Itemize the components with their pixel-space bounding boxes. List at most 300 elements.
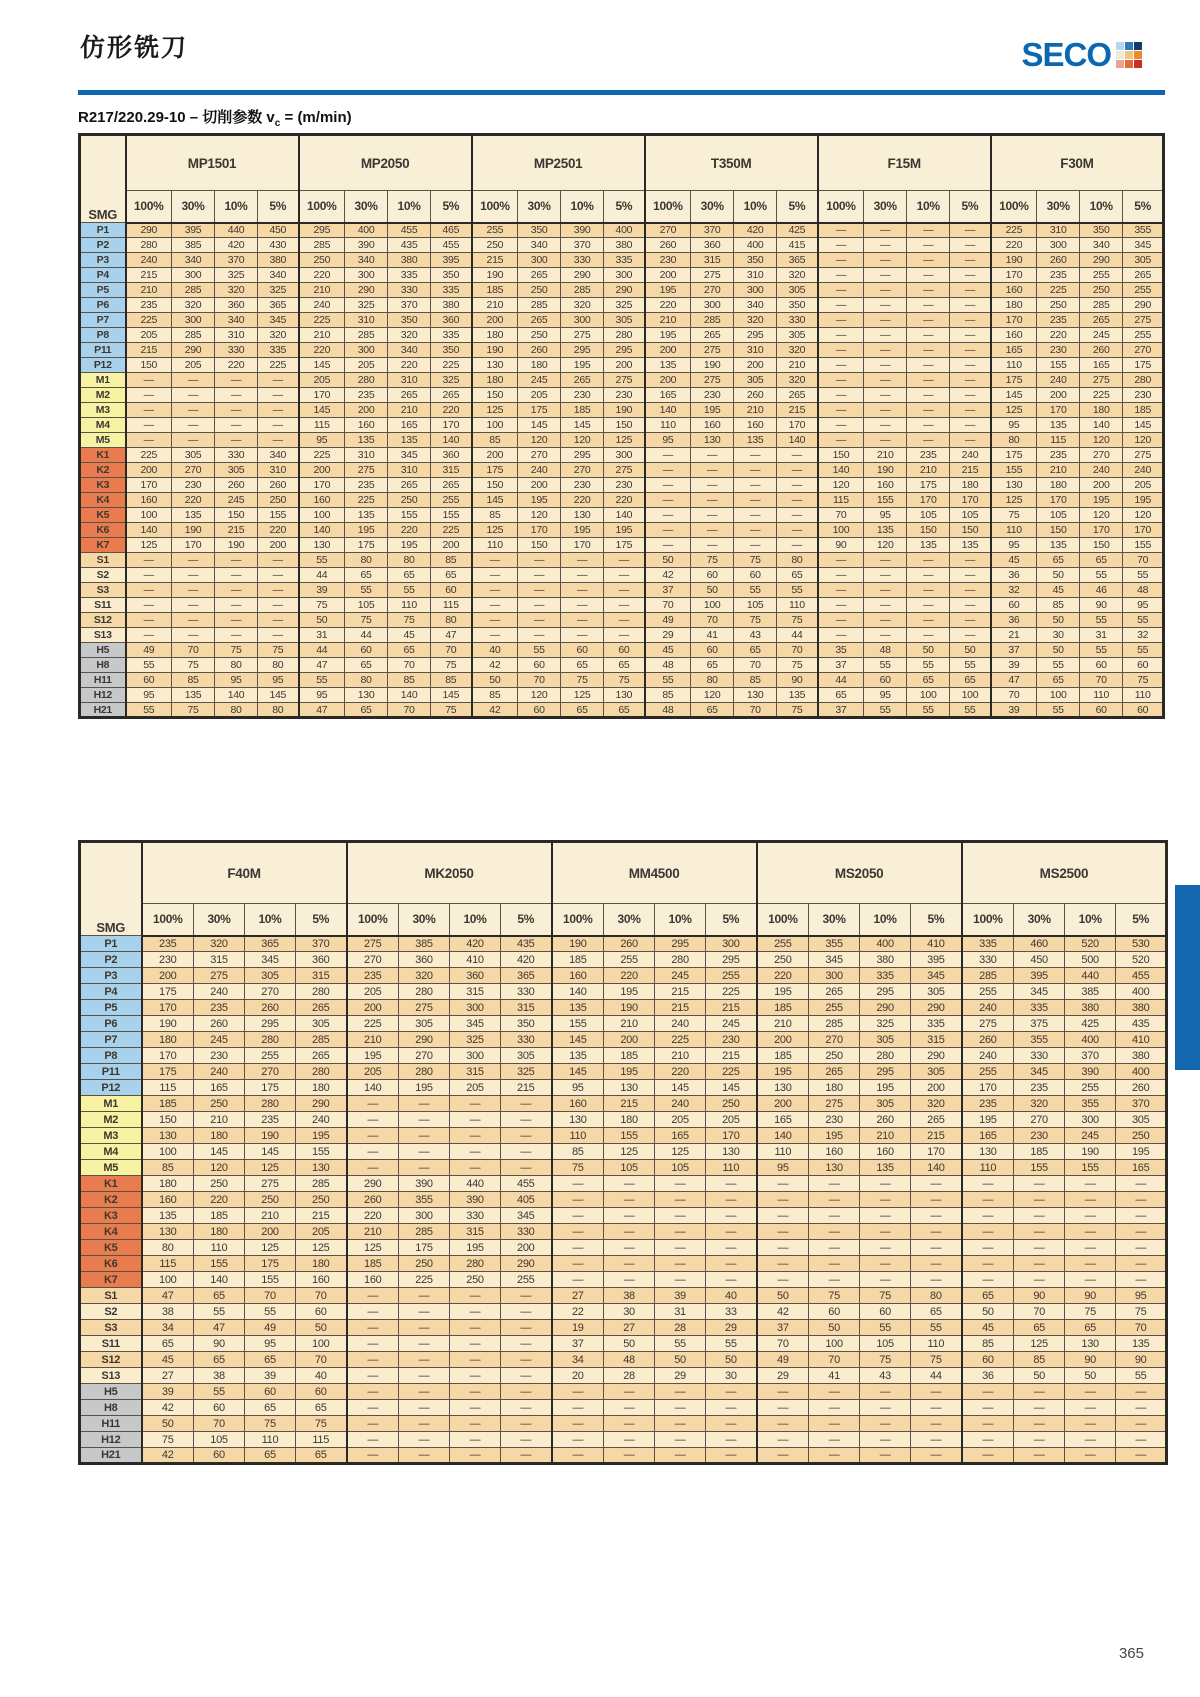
value-cell: 290 — [172, 343, 215, 358]
value-cell: — — [645, 463, 691, 478]
value-cell: 19 — [552, 1320, 604, 1336]
value-cell: 160 — [552, 968, 604, 984]
value-cell: 41 — [809, 1368, 860, 1384]
value-cell: 145 — [194, 1144, 245, 1160]
value-cell: 215 — [950, 463, 991, 478]
value-cell: 75 — [245, 1416, 296, 1432]
value-cell: 220 — [388, 523, 431, 538]
value-cell: 265 — [1080, 313, 1123, 328]
value-cell: 170 — [518, 523, 561, 538]
value-cell: — — [818, 433, 864, 448]
value-cell: — — [1014, 1224, 1065, 1240]
value-cell: 265 — [388, 388, 431, 403]
value-cell: 50 — [655, 1352, 706, 1368]
value-cell: 250 — [518, 283, 561, 298]
table-row — [80, 643, 1164, 658]
percent-header: 10% — [907, 191, 950, 223]
row-label-H21: H21 — [80, 703, 126, 718]
value-cell: 300 — [518, 253, 561, 268]
value-cell: 200 — [645, 373, 691, 388]
value-cell: 230 — [691, 388, 734, 403]
value-cell: 340 — [518, 238, 561, 253]
value-cell: 250 — [296, 1192, 347, 1208]
value-cell: 250 — [706, 1096, 757, 1112]
value-cell: 85 — [472, 433, 518, 448]
value-cell: 315 — [501, 1000, 552, 1016]
value-cell: 195 — [604, 1064, 655, 1080]
value-cell: 260 — [860, 1112, 911, 1128]
value-cell: — — [347, 1352, 399, 1368]
value-cell: 80 — [431, 613, 472, 628]
value-cell: 195 — [691, 403, 734, 418]
value-cell: — — [1065, 1416, 1116, 1432]
value-cell: 275 — [691, 268, 734, 283]
value-cell: 370 — [561, 238, 604, 253]
value-cell: — — [258, 613, 299, 628]
value-cell: — — [818, 418, 864, 433]
value-cell: — — [911, 1448, 962, 1464]
value-cell: — — [552, 1448, 604, 1464]
value-cell: 45 — [1037, 583, 1080, 598]
value-cell: 335 — [431, 283, 472, 298]
value-cell: 295 — [299, 223, 345, 238]
subtitle-subscript: c — [274, 118, 281, 129]
value-cell: 290 — [126, 223, 172, 238]
value-cell: 105 — [860, 1336, 911, 1352]
value-cell: 145 — [655, 1080, 706, 1096]
value-cell: 38 — [142, 1304, 194, 1320]
value-cell: 175 — [604, 538, 645, 553]
value-cell: 44 — [911, 1368, 962, 1384]
value-cell: — — [950, 358, 991, 373]
value-cell: 145 — [1123, 418, 1164, 433]
value-cell: 160 — [991, 283, 1037, 298]
table-row — [80, 508, 1164, 523]
value-cell: — — [809, 1400, 860, 1416]
value-cell: 195 — [1123, 493, 1164, 508]
value-cell: 175 — [1123, 358, 1164, 373]
value-cell: — — [962, 1208, 1014, 1224]
table-row — [80, 1432, 1167, 1448]
value-cell: — — [777, 493, 818, 508]
value-cell: 20 — [552, 1368, 604, 1384]
value-cell: — — [864, 343, 907, 358]
header-divider — [78, 90, 1165, 95]
row-label-K1: K1 — [80, 1176, 142, 1192]
value-cell: 245 — [655, 968, 706, 984]
table-row — [80, 1144, 1167, 1160]
value-cell: — — [907, 583, 950, 598]
row-label-P2: P2 — [80, 952, 142, 968]
value-cell: 230 — [604, 388, 645, 403]
value-cell: 320 — [258, 328, 299, 343]
value-cell: 105 — [604, 1160, 655, 1176]
value-cell: 235 — [907, 448, 950, 463]
value-cell: 125 — [245, 1160, 296, 1176]
value-cell: 185 — [604, 1048, 655, 1064]
table-row — [80, 1208, 1167, 1224]
value-cell: — — [864, 403, 907, 418]
value-cell: — — [950, 553, 991, 568]
value-cell: 125 — [1014, 1336, 1065, 1352]
percent-header: 5% — [296, 904, 347, 936]
value-cell: 305 — [777, 283, 818, 298]
value-cell: 225 — [347, 1016, 399, 1032]
value-cell: 100 — [299, 508, 345, 523]
value-cell: 175 — [991, 373, 1037, 388]
value-cell: 180 — [296, 1080, 347, 1096]
value-cell: 70 — [777, 643, 818, 658]
value-cell: — — [864, 613, 907, 628]
value-cell: — — [809, 1240, 860, 1256]
value-cell: 225 — [1080, 388, 1123, 403]
value-cell: 240 — [950, 448, 991, 463]
value-cell: 49 — [126, 643, 172, 658]
percent-header-row — [80, 904, 1167, 936]
value-cell: 315 — [691, 253, 734, 268]
value-cell: — — [864, 358, 907, 373]
value-cell: 175 — [991, 448, 1037, 463]
value-cell: 250 — [245, 1192, 296, 1208]
value-cell: 60 — [604, 643, 645, 658]
value-cell: 210 — [734, 403, 777, 418]
value-cell: 115 — [299, 418, 345, 433]
value-cell: 55 — [194, 1304, 245, 1320]
value-cell: — — [501, 1336, 552, 1352]
value-cell: — — [215, 628, 258, 643]
value-cell: — — [809, 1224, 860, 1240]
value-cell: 330 — [501, 1032, 552, 1048]
value-cell: 200 — [645, 268, 691, 283]
value-cell: 265 — [296, 1000, 347, 1016]
value-cell: — — [864, 628, 907, 643]
value-cell: — — [962, 1272, 1014, 1288]
value-cell: 345 — [1014, 984, 1065, 1000]
row-label-H11: H11 — [80, 673, 126, 688]
value-cell: 110 — [1123, 688, 1164, 703]
value-cell: — — [126, 388, 172, 403]
value-cell: — — [450, 1336, 501, 1352]
value-cell: 200 — [1080, 478, 1123, 493]
row-label-K6: K6 — [80, 523, 126, 538]
value-cell: 190 — [604, 403, 645, 418]
value-cell: — — [450, 1384, 501, 1400]
value-cell: 280 — [399, 984, 450, 1000]
value-cell: 80 — [215, 703, 258, 718]
value-cell: 370 — [296, 936, 347, 952]
value-cell: 120 — [1080, 433, 1123, 448]
value-cell: — — [734, 463, 777, 478]
value-cell: 95 — [1116, 1288, 1167, 1304]
value-cell: 400 — [604, 223, 645, 238]
value-cell: 30 — [1037, 628, 1080, 643]
value-cell: 180 — [142, 1176, 194, 1192]
value-cell: — — [399, 1432, 450, 1448]
value-cell: — — [258, 553, 299, 568]
value-cell: 175 — [472, 463, 518, 478]
value-cell: 95 — [245, 1336, 296, 1352]
table-row — [80, 1160, 1167, 1176]
value-cell: — — [655, 1416, 706, 1432]
value-cell: 345 — [450, 1016, 501, 1032]
value-cell: 195 — [962, 1112, 1014, 1128]
value-cell: 345 — [809, 952, 860, 968]
value-cell: 30 — [706, 1368, 757, 1384]
value-cell: — — [864, 553, 907, 568]
value-cell: 45 — [991, 553, 1037, 568]
value-cell: 60 — [561, 643, 604, 658]
value-cell: 75 — [561, 673, 604, 688]
value-cell: 135 — [777, 688, 818, 703]
value-cell: 300 — [1037, 238, 1080, 253]
value-cell: 155 — [1014, 1160, 1065, 1176]
smg-column-header: SMG — [80, 842, 142, 936]
value-cell: 305 — [777, 328, 818, 343]
value-cell: 80 — [345, 553, 388, 568]
value-cell: — — [501, 1160, 552, 1176]
value-cell: 235 — [1037, 268, 1080, 283]
value-cell: — — [907, 553, 950, 568]
value-cell: 190 — [691, 358, 734, 373]
value-cell: — — [552, 1224, 604, 1240]
value-cell: 225 — [991, 223, 1037, 238]
value-cell: 130 — [604, 688, 645, 703]
value-cell: 125 — [655, 1144, 706, 1160]
value-cell: 135 — [1037, 418, 1080, 433]
value-cell: 39 — [655, 1288, 706, 1304]
value-cell: 110 — [552, 1128, 604, 1144]
value-cell: 160 — [864, 478, 907, 493]
percent-header: 30% — [809, 904, 860, 936]
value-cell: 350 — [518, 223, 561, 238]
value-cell: 320 — [734, 313, 777, 328]
value-cell: 145 — [299, 358, 345, 373]
table-row — [80, 253, 1164, 268]
value-cell: — — [962, 1384, 1014, 1400]
value-cell: 450 — [1014, 952, 1065, 968]
value-cell: 275 — [345, 463, 388, 478]
value-cell: 220 — [431, 403, 472, 418]
table-row — [80, 1016, 1167, 1032]
value-cell: 330 — [777, 313, 818, 328]
value-cell: 65 — [561, 703, 604, 718]
value-cell: 150 — [1080, 538, 1123, 553]
value-cell: 135 — [388, 433, 431, 448]
value-cell: — — [1014, 1208, 1065, 1224]
value-cell: 355 — [1065, 1096, 1116, 1112]
value-cell: 195 — [399, 1080, 450, 1096]
value-cell: 295 — [561, 343, 604, 358]
row-label-H5: H5 — [80, 643, 126, 658]
row-label-K3: K3 — [80, 1208, 142, 1224]
value-cell: — — [706, 1208, 757, 1224]
value-cell: — — [907, 268, 950, 283]
value-cell: 270 — [645, 223, 691, 238]
value-cell: 50 — [757, 1288, 809, 1304]
value-cell: 330 — [501, 984, 552, 1000]
value-cell: 300 — [691, 298, 734, 313]
value-cell: 55 — [734, 583, 777, 598]
value-cell: — — [518, 598, 561, 613]
value-cell: 205 — [299, 373, 345, 388]
value-cell: 60 — [1123, 658, 1164, 673]
value-cell: — — [818, 268, 864, 283]
value-cell: — — [809, 1256, 860, 1272]
value-cell: 305 — [860, 1032, 911, 1048]
value-cell: 105 — [1037, 508, 1080, 523]
value-cell: 200 — [258, 538, 299, 553]
value-cell: — — [347, 1288, 399, 1304]
value-cell: — — [907, 253, 950, 268]
percent-header: 30% — [604, 904, 655, 936]
value-cell: — — [518, 568, 561, 583]
value-cell: 175 — [142, 984, 194, 1000]
value-cell: 165 — [991, 343, 1037, 358]
value-cell: 200 — [501, 1240, 552, 1256]
value-cell: 75 — [215, 643, 258, 658]
value-cell: 360 — [450, 968, 501, 984]
value-cell: 290 — [347, 1176, 399, 1192]
value-cell: 115 — [142, 1256, 194, 1272]
value-cell: 50 — [142, 1416, 194, 1432]
value-cell: 385 — [1065, 984, 1116, 1000]
value-cell: — — [950, 313, 991, 328]
value-cell: 55 — [864, 658, 907, 673]
value-cell: — — [1116, 1432, 1167, 1448]
value-cell: 95 — [991, 418, 1037, 433]
value-cell: — — [706, 1240, 757, 1256]
value-cell: 145 — [258, 688, 299, 703]
value-cell: 165 — [194, 1080, 245, 1096]
value-cell: — — [950, 283, 991, 298]
value-cell: 330 — [215, 448, 258, 463]
value-cell: 135 — [907, 538, 950, 553]
value-cell: 210 — [126, 283, 172, 298]
value-cell: — — [911, 1272, 962, 1288]
value-cell: 135 — [1116, 1336, 1167, 1352]
value-cell: 80 — [388, 553, 431, 568]
value-cell: 245 — [1065, 1128, 1116, 1144]
value-cell: 500 — [1065, 952, 1116, 968]
value-cell: 195 — [518, 493, 561, 508]
value-cell: 65 — [142, 1336, 194, 1352]
row-label-H11: H11 — [80, 1416, 142, 1432]
value-cell: 50 — [296, 1320, 347, 1336]
table-row — [80, 1176, 1167, 1192]
value-cell: — — [126, 403, 172, 418]
value-cell: 340 — [1080, 238, 1123, 253]
table-row — [80, 703, 1164, 718]
value-cell: — — [907, 238, 950, 253]
value-cell: 100 — [950, 688, 991, 703]
value-cell: — — [472, 583, 518, 598]
value-cell: — — [818, 223, 864, 238]
table-row — [80, 936, 1167, 952]
value-cell: — — [950, 568, 991, 583]
value-cell: — — [1065, 1448, 1116, 1464]
value-cell: — — [818, 403, 864, 418]
value-cell: 75 — [604, 673, 645, 688]
row-label-K7: K7 — [80, 538, 126, 553]
value-cell: 110 — [962, 1160, 1014, 1176]
value-cell: 320 — [561, 298, 604, 313]
value-cell: 240 — [299, 298, 345, 313]
value-cell: — — [604, 583, 645, 598]
row-label-P6: P6 — [80, 1016, 142, 1032]
value-cell: 85 — [734, 673, 777, 688]
value-cell: 200 — [431, 538, 472, 553]
value-cell: 285 — [561, 283, 604, 298]
value-cell: — — [860, 1176, 911, 1192]
row-label-P7: P7 — [80, 1032, 142, 1048]
value-cell: — — [552, 1208, 604, 1224]
value-cell: 280 — [399, 1064, 450, 1080]
value-cell: — — [691, 463, 734, 478]
value-cell: — — [950, 253, 991, 268]
value-cell: — — [172, 418, 215, 433]
value-cell: — — [818, 553, 864, 568]
value-cell: 130 — [991, 478, 1037, 493]
value-cell: 225 — [399, 1272, 450, 1288]
value-cell: — — [552, 1400, 604, 1416]
value-cell: 250 — [518, 328, 561, 343]
table-row — [80, 1272, 1167, 1288]
value-cell: 65 — [194, 1352, 245, 1368]
value-cell: — — [962, 1432, 1014, 1448]
value-cell: 170 — [911, 1144, 962, 1160]
value-cell: — — [604, 1256, 655, 1272]
value-cell: 75 — [345, 613, 388, 628]
table-row — [80, 1240, 1167, 1256]
value-cell: — — [907, 328, 950, 343]
value-cell: 305 — [860, 1096, 911, 1112]
value-cell: 420 — [734, 223, 777, 238]
value-cell: — — [950, 388, 991, 403]
value-cell: 420 — [450, 936, 501, 952]
row-label-K5: K5 — [80, 508, 126, 523]
value-cell: 330 — [215, 343, 258, 358]
value-cell: 270 — [518, 448, 561, 463]
value-cell: — — [655, 1176, 706, 1192]
value-cell: 260 — [1037, 253, 1080, 268]
value-cell: 200 — [645, 343, 691, 358]
value-cell: — — [215, 388, 258, 403]
value-cell: — — [911, 1416, 962, 1432]
value-cell: 50 — [950, 643, 991, 658]
value-cell: — — [757, 1400, 809, 1416]
value-cell: — — [860, 1416, 911, 1432]
value-cell: 200 — [126, 463, 172, 478]
value-cell: — — [962, 1192, 1014, 1208]
value-cell: 60 — [809, 1304, 860, 1320]
value-cell: 80 — [991, 433, 1037, 448]
value-cell: 95 — [864, 508, 907, 523]
grade-group-header: MK2050 — [347, 842, 552, 904]
value-cell: 285 — [809, 1016, 860, 1032]
value-cell: 180 — [296, 1256, 347, 1272]
value-cell: 170 — [991, 268, 1037, 283]
value-cell: 155 — [604, 1128, 655, 1144]
value-cell: 250 — [757, 952, 809, 968]
value-cell: 170 — [962, 1080, 1014, 1096]
value-cell: — — [706, 1400, 757, 1416]
value-cell: — — [818, 283, 864, 298]
value-cell: 325 — [215, 268, 258, 283]
value-cell: 185 — [472, 283, 518, 298]
value-cell: 170 — [431, 418, 472, 433]
value-cell: — — [818, 238, 864, 253]
value-cell: 55 — [645, 673, 691, 688]
